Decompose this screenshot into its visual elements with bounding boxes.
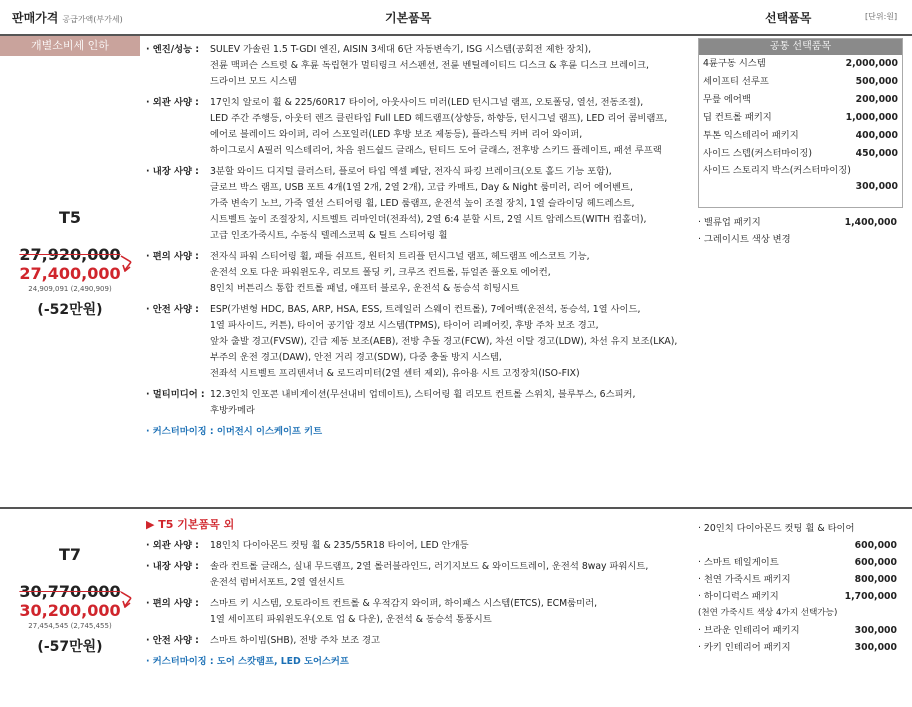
- spec-text: ESP(가변형 HDC, BAS, ARP, HSA, ESS, 트레일러 스웨이 컨트롤), 7에어백(운전석, 동승석, 1열 사이드, 1열 파사이드, 커튼), 타이어 공기압 경보 시스템(TPMS), 타이어 리페어킷, 후방 주차 보조 경고, 앞차 출발 경고(FVSW), 긴급 제동 보조(AEB), 전방 추돌 경고(FCW), 차선 이탈 경고(LDW), 차선 유지 보조(LKA), 부주의 운전 경고(DAW), 안전 거리 경고(SDW), 다중 충돌 방지 시스템, 전좌석 시트벨트 프리텐셔너 & 로드리미터(2열 센터 제외), 유아용 시트 고정장치(ISO-FIX): [210, 304, 678, 379]
- spec-label: · 내장 사양 :: [146, 166, 199, 177]
- t7-price-block: [0, 545, 140, 656]
- spec-row: [146, 633, 691, 649]
- spec-column-header: 기본품목: [385, 11, 432, 25]
- spec-row: [146, 387, 691, 419]
- t7-old-price: 30,770,000: [19, 582, 121, 601]
- option-item: 사이드 스토리지 박스(커스터마이징): [703, 165, 851, 176]
- option-item: 사이드 스텝(커스터마이징) 450,000: [703, 148, 898, 159]
- spec-label: · 안전 사양 :: [146, 635, 199, 646]
- spec-row: [146, 538, 691, 554]
- t5-old-price: 27,920,000: [19, 245, 121, 264]
- option-item: · 하이디럭스 패키지 1,700,000: [698, 591, 897, 602]
- option-item: 무릎 에어백 200,000: [703, 94, 898, 105]
- spec-label: · 외관 사양 :: [146, 97, 199, 108]
- t5-new-price: 27,400,000: [19, 264, 121, 283]
- spec-label: · 멀티미디어 :: [146, 389, 205, 400]
- t5-supply-price: 24,909,091 (2,490,909): [28, 285, 112, 293]
- option-box-title: 공통 선택품목: [699, 39, 902, 55]
- table-header: [0, 0, 912, 36]
- option-item: · 스마트 테일게이트 600,000: [698, 557, 897, 568]
- spec-label: · 안전 사양 :: [146, 304, 199, 315]
- t5-extra-options: [698, 214, 901, 248]
- t5-price-diff: (-52만원): [37, 302, 103, 318]
- t5-price-block: [0, 208, 140, 319]
- t5-spec-list: [146, 42, 691, 440]
- t7-base-heading: ▶ T5 기본품목 외: [146, 518, 235, 531]
- spec-text: 12.3인치 인포콘 내비게이션(무선내비 업데이트), 스티어링 휠 리모트 컨트롤 스위치, 블루투스, 6스피커, 후방카메라: [210, 389, 636, 416]
- option-item: · 카키 인테리어 패키지 300,000: [698, 642, 897, 653]
- t7-spec-list: [146, 538, 691, 670]
- down-arrow-icon: [120, 254, 134, 272]
- t7-customizing: · 커스터마이징 : 도어 스캇램프, LED 도어스커프: [146, 656, 349, 667]
- option-item: · 20인치 다이아몬드 컷팅 휠 & 타이어: [698, 523, 855, 534]
- tax-cut-badge: 개별소비세 인하: [0, 36, 140, 56]
- section-divider: [0, 507, 912, 509]
- spec-row: [146, 596, 691, 628]
- price-column-header: 판매가격 공급가액(부가세): [12, 11, 123, 25]
- spec-row: [146, 95, 691, 159]
- option-item: 딥 컨트롤 패키지 1,000,000: [703, 112, 898, 123]
- spec-label: · 편의 사양 :: [146, 251, 199, 262]
- option-item-price: 300,000: [855, 181, 898, 192]
- spec-row: [146, 249, 691, 297]
- option-item-price: 600,000: [854, 540, 897, 551]
- option-item: · 밸류업 패키지 1,400,000: [698, 217, 897, 228]
- spec-text: 스마트 하이빔(SHB), 전방 주차 보조 경고: [210, 635, 380, 646]
- t7-option-list: [698, 520, 901, 656]
- down-arrow-icon: [120, 590, 134, 608]
- spec-row: [146, 164, 691, 244]
- spec-row: [146, 42, 691, 90]
- spec-text: 3분할 와이드 디지털 클러스터, 플로어 타입 엑셀 페달, 전자식 파킹 브레이크(오토 홀드 기능 포함), 글로브 박스 램프, USB 포트 4개(1열 2개, 2열 2개), 고급 카매트, Day & Night 룸미러, 리어 에어벤트, 가죽 변속기 노브, 가죽 열선 스티어링 휠, LED 룸램프, 운전석 높이 조절 장치, 1열 슬라이딩 헤드레스트, 시트벨트 높이 조절장치, 시트벨트 리마인더(전좌석), 2열 6:4 분할 시트, 2열 시트 암레스트(WITH 컵홀더), 고급 인조가죽시트, 수동식 텔레스코픽 & 틸트 스티어링 휠: [210, 166, 647, 241]
- spec-row: [146, 302, 691, 382]
- t7-model-name: T7: [58, 545, 82, 564]
- option-column-header: 선택품목: [765, 11, 812, 25]
- spec-label: · 엔진/성능 :: [146, 44, 200, 55]
- option-item: 세이프티 선루프 500,000: [703, 76, 898, 87]
- spec-label: · 내장 사양 :: [146, 561, 199, 572]
- t5-model-name: T5: [58, 208, 82, 227]
- spec-row: [146, 559, 691, 591]
- option-item: · 천연 가죽시트 패키지 800,000: [698, 574, 897, 585]
- t7-price-diff: (-57만원): [37, 639, 103, 655]
- unit-label: [단위:원]: [865, 12, 898, 21]
- t7-new-price: 30,200,000: [19, 601, 121, 620]
- spec-text: 솔라 컨트롤 글래스, 실내 무드램프, 2열 롤러블라인드, 러기지보드 & 와이드트레이, 운전석 8way 파워시트, 운전석 럼버서포트, 2열 열선시트: [210, 561, 649, 588]
- spec-text: 17인치 알로이 휠 & 225/60R17 타이어, 아웃사이드 미러(LED 턴시그널 램프, 오토폴딩, 열선, 전동조절), LED 주간 주행등, 아웃터 렌즈 클린타입 Full LED 헤드램프(상향등, 하향등, 턴시그널 램프), LED 리어 콤비램프, 에어로 블레이드 와이퍼, 리어 스포일러(LED 후방 보조 제동등), 플라스틱 커버 리어 와이퍼, 하이그로시 A필러 익스테리어, 차음 윈드쉴드 글래스, 틴티드 도어 글래스, 전후방 스키드 플레이트, 패션 루프랙: [210, 97, 668, 156]
- spec-text: SULEV 가솔린 1.5 T-GDI 엔진, AISIN 3세대 6단 자동변속기, ISG 시스템(공회전 제한 장치), 전륜 맥퍼슨 스트럿 & 후륜 독립현가 멀티링크 서스펜션, 전륜 벤틸레이티드 디스크 & 후륜 디스크 브레이크, 드라이브 모드 시스템: [210, 44, 649, 87]
- option-item: · 그레이시트 색상 변경: [698, 234, 791, 245]
- option-item: 투톤 익스테리어 패키지 400,000: [703, 130, 898, 141]
- option-item: 4륜구동 시스템 2,000,000: [703, 58, 898, 69]
- option-item: · 브라운 인테리어 패키지 300,000: [698, 625, 897, 636]
- t7-supply-price: 27,454,545 (2,745,455): [28, 622, 112, 630]
- spec-text: 18인치 다이아몬드 컷팅 휠 & 235/55R18 타이어, LED 안개등: [210, 540, 469, 551]
- spec-text: 전자식 파워 스티어링 휠, 패들 쉬프트, 원터치 트리플 턴시그널 램프, 헤드램프 에스코트 기능, 운전석 오토 다운 파워윈도우, 리모트 폴딩 키, 크루즈 컨트롤, 듀얼존 풀오토 에어컨, 8인치 버튼리스 통합 컨트롤 패널, 애프터 블로우, 운전석 & 동승석 히팅시트: [210, 251, 590, 294]
- spec-label: · 편의 사양 :: [146, 598, 199, 609]
- spec-label: · 외관 사양 :: [146, 540, 199, 551]
- price-note: 공급가액(부가세): [62, 15, 123, 24]
- t5-customizing: · 커스터마이징 : 이머전시 이스케이프 키트: [146, 426, 323, 437]
- spec-text: 스마트 키 시스템, 오토라이트 컨트롤 & 우적감지 와이퍼, 하이패스 시스템(ETCS), ECM룸미러, 1열 세이프티 파워윈도우(오토 업 & 다운), 운전석 & 동승석 통풍시트: [210, 598, 598, 625]
- option-note: (천연 가죽시트 색상 4가지 선택가능): [698, 608, 838, 618]
- common-option-box: [698, 38, 903, 208]
